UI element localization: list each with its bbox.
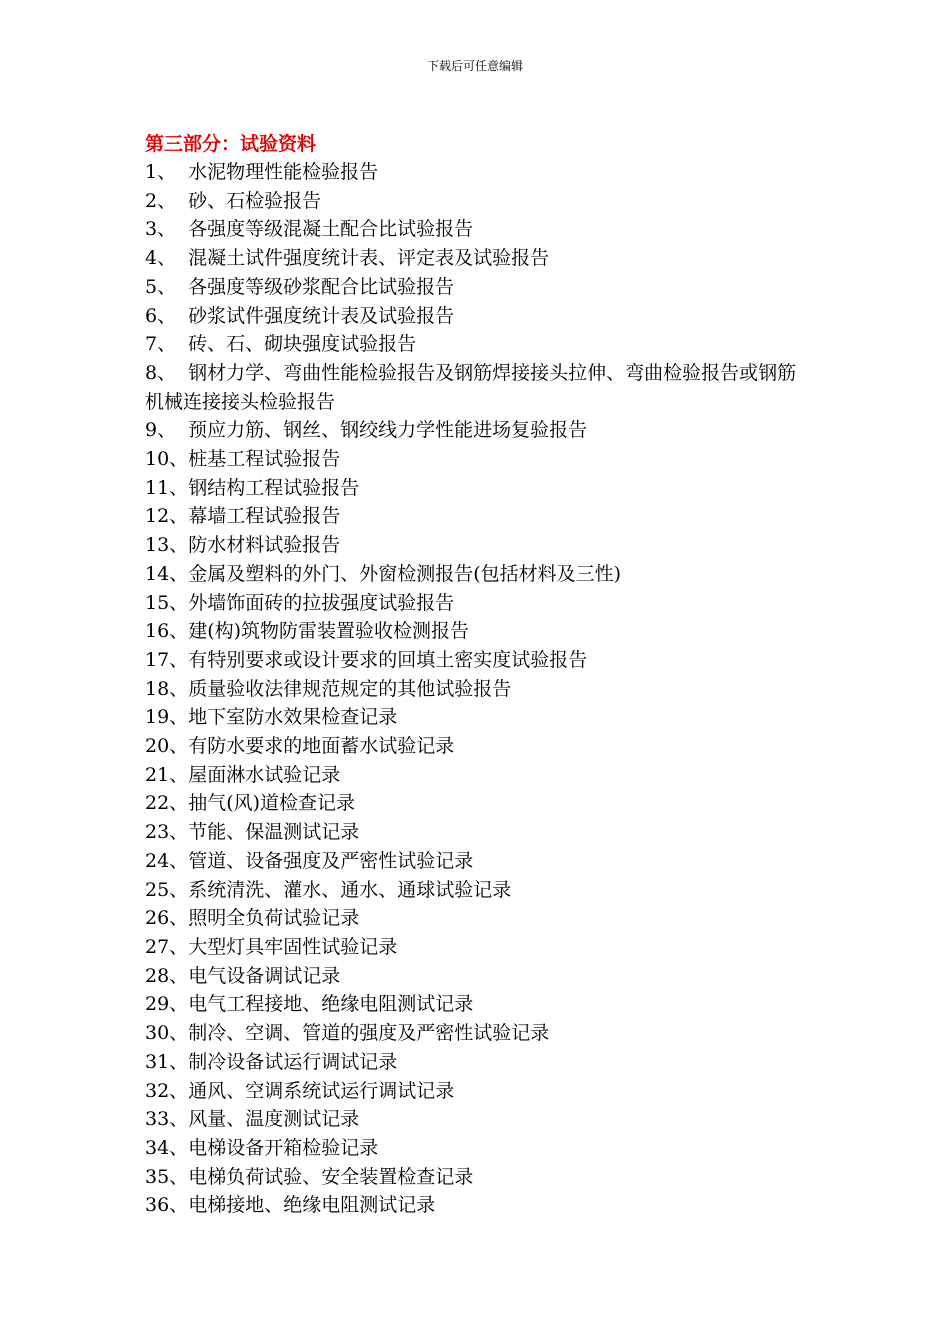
item-text: 幕墙工程试验报告 [188,505,341,528]
item-number: 9、 [145,419,189,442]
item-number: 35、 [145,1165,189,1188]
item-text: 混凝土试件强度统计表、评定表及试验报告 [188,247,550,270]
item-number: 28、 [145,964,189,987]
item-number: 20、 [145,735,189,758]
item-number: 10、 [145,448,189,471]
item-text: 砂浆试件强度统计表及试验报告 [188,304,455,327]
item-text: 电梯接地、绝缘电阻测试记录 [188,1194,436,1217]
list-item [145,675,805,704]
item-number: 22、 [145,792,189,815]
item-number: 15、 [145,591,189,614]
list-item [145,560,805,589]
item-text: 抽气(风)道检查记录 [188,792,356,815]
item-text: 水泥物理性能检验报告 [188,161,379,183]
item-number: 36、 [145,1194,189,1217]
item-text: 砂、石检验报告 [188,189,322,212]
item-text: 钢材力学、弯曲性能检验报告及钢筋焊接接头拉伸、弯曲检验报告或钢筋机械连接接头检验报告 [145,361,797,413]
item-number: 25、 [145,878,189,901]
item-number: 19、 [145,706,189,729]
item-list [145,158,805,1220]
section-title: 第三部分：试验资料 [145,133,317,155]
list-item [145,789,805,818]
item-number: 17、 [145,648,189,671]
item-text: 制冷设备试运行调试记录 [188,1050,398,1073]
list-item [145,732,805,761]
list-item [145,703,805,732]
item-text: 各强度等级砂浆配合比试验报告 [188,275,455,298]
item-text: 钢结构工程试验报告 [188,476,360,499]
page-header: 下载后可任意编辑 [426,59,523,73]
list-item [145,187,805,216]
item-number: 26、 [145,907,189,930]
list-item [145,933,805,962]
list-item [145,474,805,503]
item-number: 27、 [145,935,189,958]
item-number: 14、 [145,562,189,585]
item-text: 电梯负荷试验、安全装置检查记录 [188,1165,474,1188]
list-item [145,302,805,331]
list-item [145,416,805,445]
item-number: 23、 [145,821,189,844]
item-text: 金属及塑料的外门、外窗检测报告(包括材料及三性) [188,562,622,585]
item-number: 12、 [145,505,189,528]
list-item [145,1105,805,1134]
item-number: 2、 [145,189,189,212]
list-item [145,1134,805,1163]
item-text: 系统清洗、灌水、通水、通球试验记录 [188,878,512,901]
item-number: 3、 [145,218,189,241]
item-text: 照明全负荷试验记录 [188,907,360,930]
item-text: 地下室防水效果检查记录 [188,706,398,729]
item-text: 电气设备调试记录 [188,964,341,987]
item-text: 大型灯具牢固性试验记录 [188,935,398,958]
list-item [145,761,805,790]
item-text: 制冷、空调、管道的强度及严密性试验记录 [188,1022,550,1045]
item-text: 有特别要求或设计要求的回填土密实度试验报告 [188,648,588,671]
item-number: 29、 [145,993,189,1016]
list-item [145,158,805,187]
list-item [145,1163,805,1192]
list-item [145,215,805,244]
item-text: 砖、石、砌块强度试验报告 [188,333,417,356]
item-number: 16、 [145,620,189,643]
list-item [145,904,805,933]
item-number: 4、 [145,247,189,270]
item-text: 管道、设备强度及严密性试验记录 [188,849,474,872]
list-item [145,531,805,560]
list-item [145,617,805,646]
list-item [145,962,805,991]
list-item [145,244,805,273]
item-text: 电梯设备开箱检验记录 [188,1136,379,1159]
list-item [145,847,805,876]
item-number: 33、 [145,1108,189,1131]
item-text: 有防水要求的地面蓄水试验记录 [188,735,455,758]
list-item [145,502,805,531]
item-text: 桩基工程试验报告 [188,448,341,471]
document-body [145,130,805,1220]
list-item [145,273,805,302]
item-number: 1、 [145,161,189,183]
item-number: 21、 [145,763,189,786]
item-text: 预应力筋、钢丝、钢绞线力学性能进场复验报告 [188,419,588,442]
item-number: 6、 [145,304,189,327]
list-item [145,876,805,905]
item-text: 屋面淋水试验记录 [188,763,341,786]
list-item [145,1077,805,1106]
list-item [145,818,805,847]
list-item [145,990,805,1019]
item-number: 34、 [145,1136,189,1159]
item-number: 13、 [145,534,189,557]
item-text: 外墙饰面砖的拉拔强度试验报告 [188,591,455,614]
list-item [145,1048,805,1077]
item-number: 11、 [145,476,189,499]
list-item [145,359,805,416]
item-text: 电气工程接地、绝缘电阻测试记录 [188,993,474,1016]
item-number: 7、 [145,333,189,356]
item-text: 质量验收法律规范规定的其他试验报告 [188,677,512,700]
list-item [145,1019,805,1048]
item-number: 31、 [145,1050,189,1073]
item-text: 风量、温度测试记录 [188,1108,360,1131]
item-text: 防水材料试验报告 [188,534,341,557]
list-item [145,1191,805,1220]
item-text: 节能、保温测试记录 [188,821,360,844]
item-number: 32、 [145,1079,189,1102]
list-item [145,330,805,359]
list-item [145,646,805,675]
list-item [145,445,805,474]
item-number: 18、 [145,677,189,700]
item-text: 通风、空调系统试运行调试记录 [188,1079,455,1102]
item-number: 30、 [145,1022,189,1045]
list-item [145,589,805,618]
item-number: 24、 [145,849,189,872]
item-text: 各强度等级混凝土配合比试验报告 [188,218,474,241]
item-text: 建(构)筑物防雷装置验收检测报告 [188,620,470,643]
item-number: 8、 [145,361,189,384]
item-number: 5、 [145,275,189,298]
